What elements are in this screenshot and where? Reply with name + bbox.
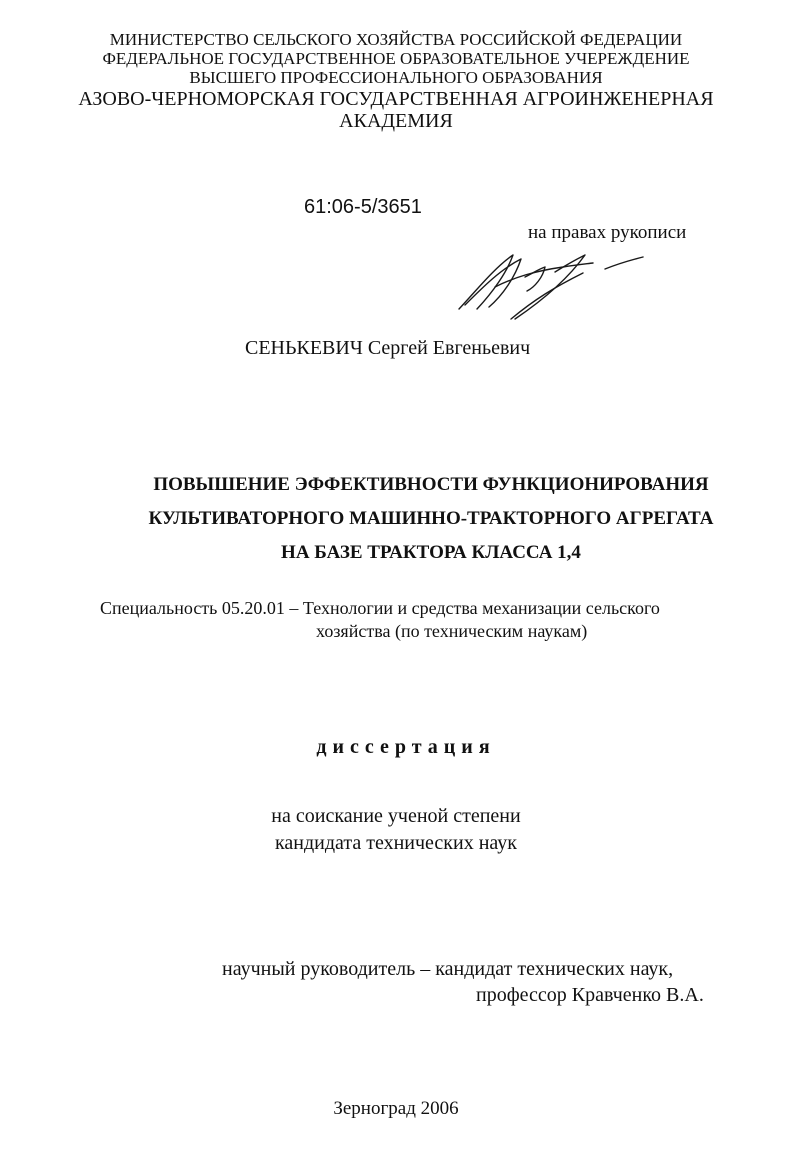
author-name: СЕНЬКЕВИЧ Сергей Евгеньевич	[245, 337, 531, 359]
supervisor-line-1: научный руководитель – кандидат технических наук,	[222, 958, 674, 980]
ministry-line: МИНИСТЕРСТВО СЕЛЬСКОГО ХОЗЯЙСТВА РОССИЙСКОЙ ФЕДЕРАЦИИ	[109, 30, 683, 49]
handwritten-signature	[455, 247, 655, 322]
specialty-line-2: хозяйства (по техническим наукам)	[316, 621, 588, 641]
place-year: Зерноград 2006	[333, 1098, 459, 1119]
thesis-title-line-3: НА БАЗЕ ТРАКТОРА КЛАССА 1,4	[281, 542, 581, 563]
specialty-line-1: Специальность 05.20.01 – Технологии и средства механизации сельского	[100, 598, 660, 618]
supervisor-line-2: профессор Кравченко В.А.	[476, 984, 704, 1006]
degree-line-1: на соискание ученой степени	[271, 805, 521, 827]
degree-line-2: кандидата технических наук	[274, 832, 518, 854]
academy-word-line: АКАДЕМИЯ	[339, 110, 453, 132]
thesis-title-line-1: ПОВЫШЕНИЕ ЭФФЕКТИВНОСТИ ФУНКЦИОНИРОВАНИЯ	[153, 474, 709, 495]
academy-name-line: АЗОВО-ЧЕРНОМОРСКАЯ ГОСУДАРСТВЕННАЯ АГРОИНЖЕНЕРНАЯ	[78, 88, 714, 110]
document-type: диссертация	[316, 736, 496, 758]
manuscript-note: на правах рукописи	[528, 222, 687, 243]
thesis-title-line-2: КУЛЬТИВАТОРНОГО МАШИННО-ТРАКТОРНОГО АГРЕГАТА	[148, 508, 714, 529]
education-level-line: ВЫСШЕГО ПРОФЕССИОНАЛЬНОГО ОБРАЗОВАНИЯ	[189, 68, 603, 87]
library-code: 61:06-5/3651	[304, 196, 422, 218]
institution-type-line: ФЕДЕРАЛЬНОЕ ГОСУДАРСТВЕННОЕ ОБРАЗОВАТЕЛЬНОЕ УЧЕРЕЖДЕНИЕ	[102, 49, 690, 68]
